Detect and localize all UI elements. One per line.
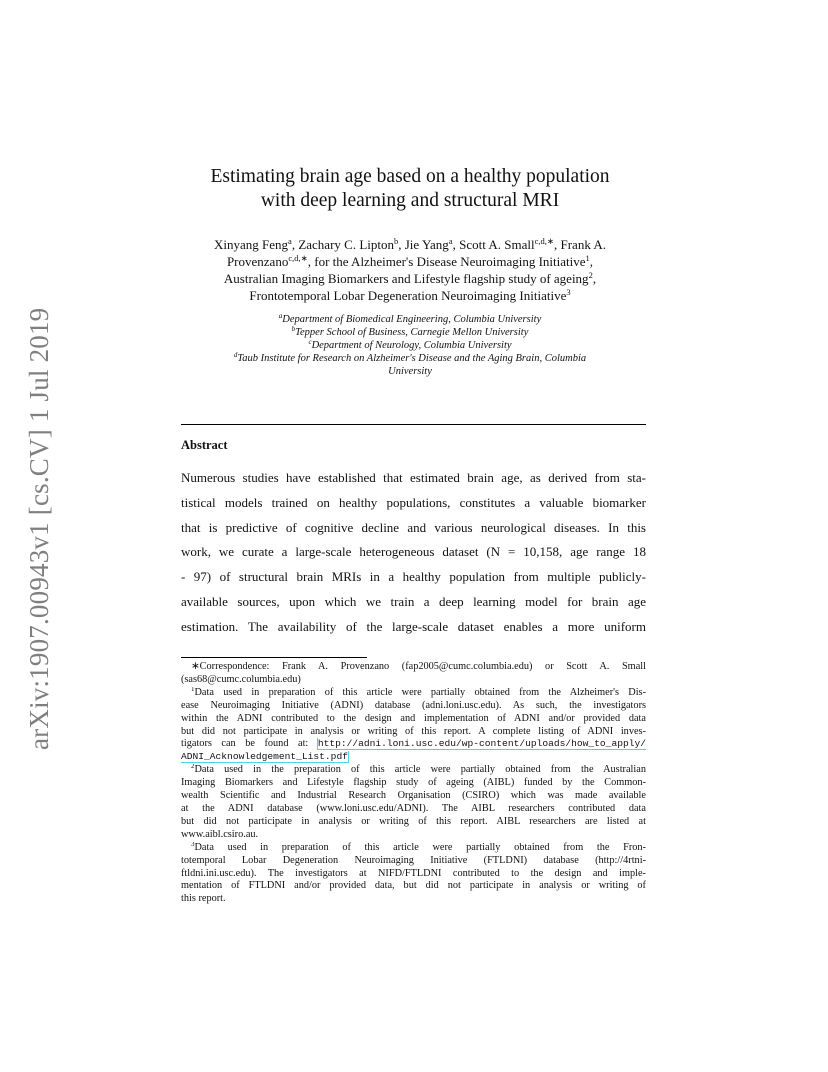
footnote-3: [181, 842, 646, 855]
footnote-2: [181, 764, 646, 777]
title-line-1: Estimating brain age based on a healthy population: [210, 166, 610, 187]
footnote-text: Data used in preparation of this article were partially obtained from the Alzheimer's Dis-: [194, 686, 646, 698]
affiliation-mark: a: [278, 312, 283, 320]
affiliation-d: [180, 352, 640, 365]
author-line-1: [170, 236, 650, 253]
affiliation-text: Tepper School of Business, Carnegie Mellon University: [295, 327, 529, 338]
author-name: Xinyang Feng: [214, 237, 289, 252]
affiliation-b: [180, 326, 640, 339]
footnote-1-line: but did not participate in analysis or writing of this report. A complete listing of ADNI inves-: [181, 725, 646, 737]
footnote-text: Data used in preparation of this article were partially obtained from the Fron-: [194, 841, 646, 853]
abstract-line: that is predictive of cognitive decline and various neurological diseases. In this: [181, 519, 646, 535]
author-affil-mark: a: [288, 236, 292, 246]
footnote-3-line: this report.: [181, 893, 226, 905]
author-name: , Scott A. Small: [452, 237, 535, 252]
abstract-top-rule: [181, 424, 646, 425]
adni-acknowledgement-link[interactable]: http://adni.loni.usc.edu/wp-content/uploads/how_to_apply/: [317, 738, 646, 750]
arxiv-identifier: arXiv:1907.00943v1 [cs.CV] 1 Jul 2019: [24, 307, 54, 750]
consortium-name: Frontotemporal Lobar Degeneration Neuroimaging Initiative: [249, 288, 567, 303]
author-affil-mark: a: [448, 236, 453, 246]
footnote-2-line: at the ADNI database (www.loni.usc.edu/ADNI). The AIBL researchers contributed data: [181, 802, 646, 814]
abstract-line: tistical models trained on healthy populations, constitutes a valuable biomarker: [181, 494, 646, 510]
footnote-text: Data used in the preparation of this article were partially obtained from the Australian: [194, 764, 646, 776]
footnote-text: tigators can be found at:: [181, 738, 318, 750]
footnote-mark: 3: [191, 841, 195, 848]
affiliation-d-cont: [180, 365, 640, 378]
affiliations: [180, 313, 640, 378]
abstract-heading: Abstract: [181, 438, 228, 452]
punctuation: ,: [592, 271, 597, 286]
abstract-line: - 97) of structural brain MRIs in a healthy population from multiple publicly-: [181, 569, 646, 585]
author-line-3: [170, 270, 650, 287]
abstract-line: work, we curate a large-scale heterogeneous dataset (N = 10,158, age range 18: [181, 544, 646, 560]
consortium-name: Australian Imaging Biomarkers and Lifestyle flagship study of ageing: [223, 271, 589, 286]
footnote-1-line: ease Neuroimaging Initiative (ADNI) database (adni.loni.usc.edu). As such, the investigators: [181, 699, 646, 711]
abstract-line: Numerous studies have established that estimated brain age, as derived from sta-: [181, 470, 646, 485]
footnote-1: [181, 687, 646, 700]
abstract-body: [181, 466, 646, 640]
affiliation-mark: c: [308, 338, 312, 346]
affiliation-text: Taub Institute for Research on Alzheimer's Disease and the Aging Brain, Columbia: [237, 353, 587, 364]
footnote-mark: 2: [191, 764, 195, 771]
title-line-2: with deep learning and structural MRI: [260, 190, 560, 211]
author-affil-mark: c,d,∗: [288, 253, 308, 263]
author-line-4: [170, 287, 650, 304]
author-list: [170, 236, 650, 304]
affiliation-c: [180, 339, 640, 352]
footnote-2-line: Imaging Biomarkers and Lifestyle flagship study of ageing (AIBL) funded by the Common-: [181, 777, 646, 789]
footnote-2-line: wealth Scientific and Industrial Research Organisation (CSIRO) which was made available: [181, 790, 646, 802]
footnote-1-line: [181, 738, 646, 751]
affiliation-a: [180, 313, 640, 326]
author-name: Provenzano: [226, 254, 289, 269]
author-name: , Frank A.: [553, 237, 606, 252]
author-affil-mark: b: [393, 236, 399, 246]
abstract-line: estimation. The availability of the large-scale dataset enables a more uniform: [181, 618, 646, 634]
footnote-mark: 2: [588, 270, 593, 280]
abstract-line: available sources, upon which we train a deep learning model for brain age: [181, 593, 646, 609]
footnotes: [181, 661, 646, 906]
footnote-3-line: mentation of FTLDNI and/or provided data, but did not participate in analysis or writing of: [181, 880, 646, 892]
paper-title: [170, 165, 650, 213]
footnote-2-line: www.aibl.csiro.au.: [181, 828, 259, 840]
footnote-mark: 1: [191, 686, 195, 693]
footnote-mark: 1: [585, 253, 590, 263]
affiliation-text: Department of Biomedical Engineering, Columbia University: [282, 314, 542, 325]
author-affil-mark: c,d,∗: [534, 236, 554, 246]
adni-acknowledgement-link-cont[interactable]: ADNI_Acknowledgement_List.pdf: [181, 751, 348, 763]
affiliation-mark: d: [233, 351, 238, 359]
footnote-correspondence-cont: (sas68@cumc.columbia.edu): [181, 673, 301, 685]
footnote-correspondence: ∗Correspondence: Frank A. Provenzano (fap2005@cumc.columbia.edu) or Scott A. Small: [191, 661, 646, 672]
footnote-2-line: but did not participate in analysis or writing of this report. AIBL researchers are listed at: [181, 815, 646, 827]
punctuation: ,: [589, 254, 594, 269]
author-name: , Jie Yang: [398, 237, 449, 252]
footnote-3-line: ftldni.ini.usc.edu). The investigators at NIFD/FTLDNI contributed to the design and imple-: [181, 867, 646, 879]
affiliation-text: University: [388, 366, 432, 377]
affiliation-mark: b: [291, 325, 296, 333]
footnote-mark: 3: [566, 287, 571, 297]
footnote-rule: [181, 657, 367, 658]
footnote-3-line: totemporal Lobar Degeneration Neuroimaging Initiative (FTLDNI) database (http://4rtni-: [181, 854, 646, 866]
affiliation-text: Department of Neurology, Columbia University: [311, 340, 512, 351]
author-name: , Zachary C. Lipton: [291, 237, 394, 252]
consortium-name: , for the Alzheimer's Disease Neuroimaging Initiative: [307, 254, 586, 269]
footnote-1-line: within the ADNI contributed to the design and implementation of ADNI and/or provided data: [181, 712, 646, 724]
author-line-2: [170, 253, 650, 270]
footnote-1-line: [181, 751, 646, 764]
